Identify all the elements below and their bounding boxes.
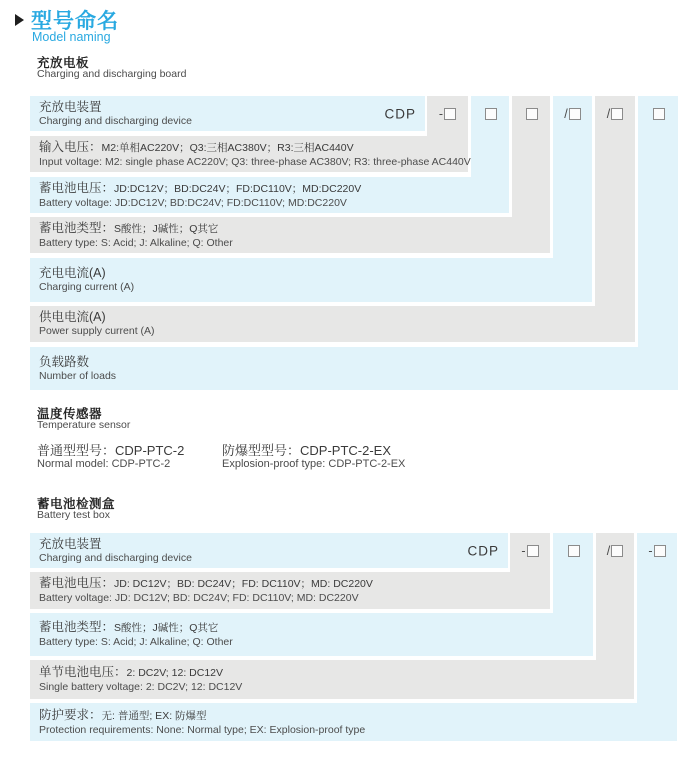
table-row: 蓄电池电压：JD: DC12V；BD: DC24V；FD: DC110V；MD: DC220V Battery voltage: JD: DC12V; BD: DC24V; FD: DC110V; MD: DC220V — [30, 572, 550, 609]
normal-model-zh: 普通型型号：CDP-PTC-2 — [37, 443, 185, 458]
code-cell: - — [637, 533, 677, 568]
code-cell: - — [427, 96, 468, 131]
code-box — [444, 108, 456, 120]
section3-heading-en: Battery test box — [37, 509, 110, 521]
section-arrow-icon — [15, 14, 24, 26]
table-row: 单节电池电压：2: DC2V; 12: DC12V Single battery voltage: 2: DC2V; 12: DC12V — [30, 660, 634, 699]
table-row: 负载路数 Number of loads — [30, 347, 678, 390]
section2-heading: 温度传感器 — [37, 407, 103, 421]
model-prefix: CDP — [467, 543, 499, 558]
table-row: 充放电装置 Charging and discharging device CDP — [30, 96, 425, 131]
code-box — [611, 545, 623, 557]
code-cell — [553, 533, 593, 568]
table-row: 蓄电池电压：JD:DC12V；BD:DC24V；FD:DC110V；MD:DC220V Battery voltage: JD:DC12V; BD:DC24V; FD:DC110V; MD:DC220V — [30, 177, 509, 213]
code-cell: / — [595, 96, 635, 131]
code-cell: - — [510, 533, 550, 568]
code-box — [526, 108, 538, 120]
explosion-proof-model-en: Explosion-proof type: CDP-PTC-2-EX — [222, 458, 406, 470]
table-row: 供电电流(A) Power supply current (A) — [30, 306, 635, 342]
code-box — [569, 108, 581, 120]
table-row: 蓄电池类型：S酸性；J碱性；Q其它 Battery type: S: Acid; J: Alkaline; Q: Other — [30, 613, 593, 656]
code-box — [527, 545, 539, 557]
code-box — [653, 108, 665, 120]
page-title: 型号命名 — [31, 10, 119, 33]
code-box — [485, 108, 497, 120]
table-row: 充电电流(A) Charging current (A) — [30, 258, 592, 302]
table-row: 充放电装置 Charging and discharging device CDP — [30, 533, 508, 568]
table-row: 防护要求：无: 普通型; EX: 防爆型 Protection requirements: None: Normal type; EX: Explosion-proof type — [30, 703, 677, 741]
table-row: 输入电压：M2:单相AC220V；Q3:三相AC380V；R3:三相AC440V Input voltage: M2: single phase AC220V; Q3: three-phase AC380V; R3: three-phase AC440V — [30, 136, 468, 172]
explosion-proof-model-zh: 防爆型型号：CDP-PTC-2-EX — [222, 443, 392, 458]
code-cell — [471, 96, 509, 131]
section2-heading-en: Temperature sensor — [37, 419, 131, 431]
code-cell — [638, 96, 678, 131]
table-row: 蓄电池类型：S酸性；J碱性；Q其它 Battery type: S: Acid; J: Alkaline; Q: Other — [30, 217, 550, 253]
code-column — [638, 96, 678, 390]
code-box — [654, 545, 666, 557]
code-cell — [512, 96, 550, 131]
code-box — [568, 545, 580, 557]
section1-heading-en: Charging and discharging board — [37, 68, 187, 80]
page-title-en: Model naming — [32, 30, 111, 44]
code-box — [611, 108, 623, 120]
section1-heading: 充放电板 — [37, 56, 90, 70]
section3-heading: 蓄电池检测盒 — [37, 497, 116, 511]
normal-model-en: Normal model: CDP-PTC-2 — [37, 458, 171, 470]
code-cell: / — [553, 96, 592, 131]
model-prefix: CDP — [384, 106, 416, 121]
code-cell: / — [596, 533, 634, 568]
